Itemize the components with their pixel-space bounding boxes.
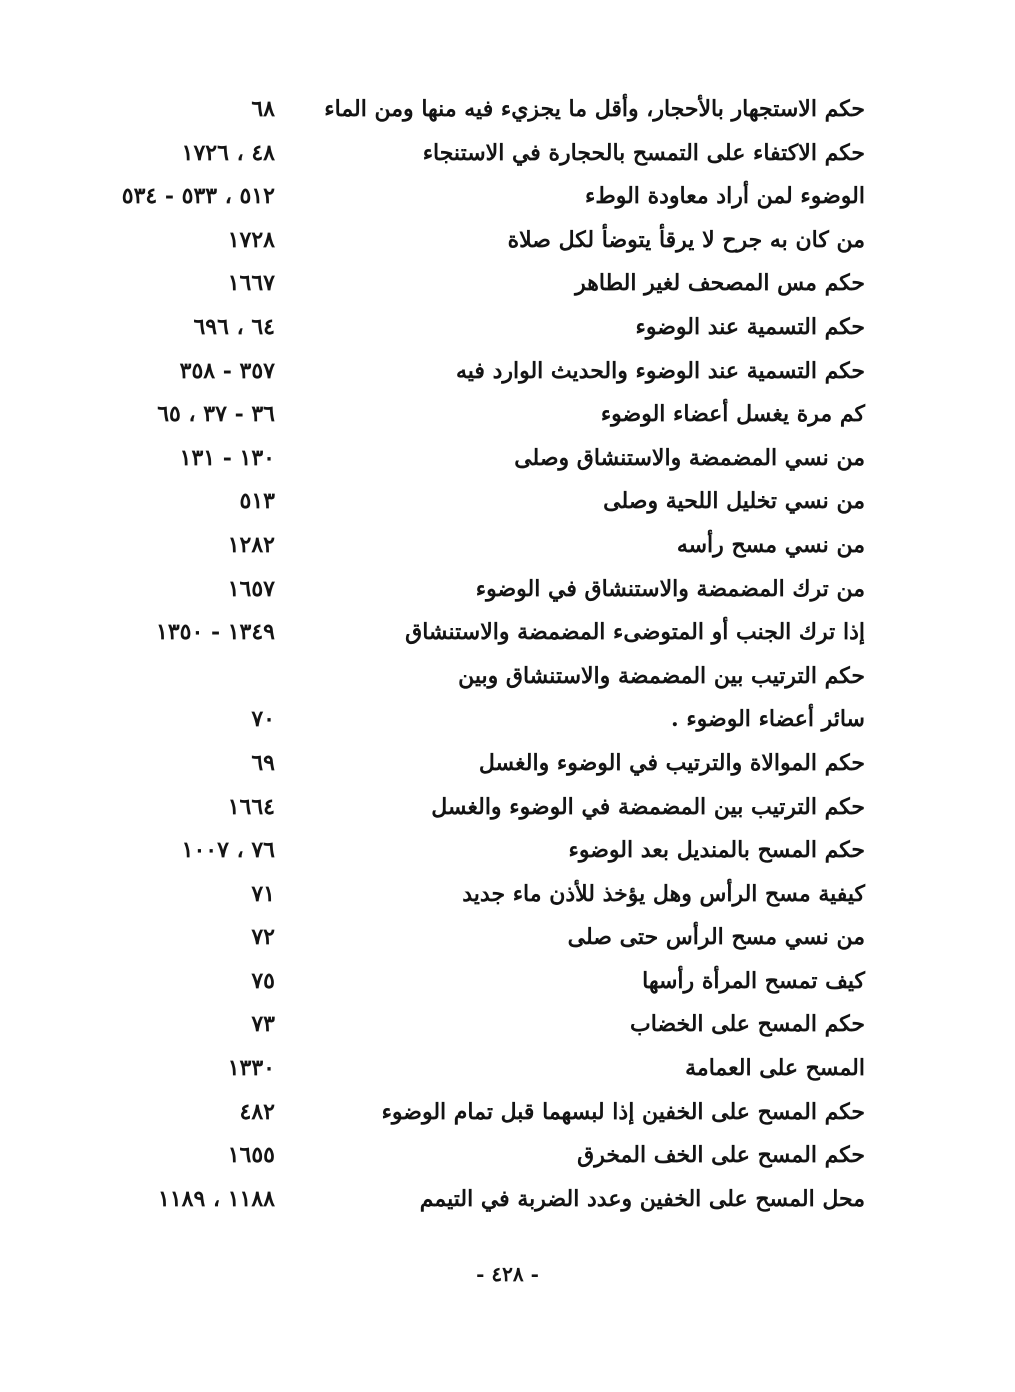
index-entry [150, 354, 865, 398]
index-entry [150, 266, 865, 310]
index-entry [150, 746, 865, 790]
index-entry [150, 1182, 865, 1226]
entry-pages: ١٣٠ - ١٣١ [179, 444, 275, 471]
entry-topic: حكم التسمية عند الوضوء [635, 313, 865, 340]
index-entry [150, 528, 865, 572]
index-entry [150, 1138, 865, 1182]
index-entry [150, 920, 865, 964]
entry-pages: ٦٨ [251, 96, 275, 122]
index-entry [150, 310, 865, 354]
index-entry [150, 136, 865, 180]
entry-pages: ٥١٣ [239, 488, 275, 515]
entry-topic: كيفية مسح الرأس وهل يؤخذ للأذن ماء جديد [462, 880, 865, 907]
entry-pages: ١٦٥٥ [227, 1142, 275, 1169]
index-entry [150, 877, 865, 921]
entry-pages: ٧٣ [251, 1011, 275, 1038]
index-entry [150, 397, 865, 441]
entry-topic: سائر أعضاء الوضوء . [671, 706, 865, 733]
entry-topic: من ترك المضمضة والاستنشاق في الوضوء [475, 575, 865, 602]
index-entry [150, 1095, 865, 1139]
page-number: - ٤٢٨ - [476, 1262, 539, 1286]
index-list [121, 92, 865, 1225]
entry-pages: ٣٥٧ - ٣٥٨ [179, 357, 275, 384]
index-entry [150, 1007, 865, 1051]
entry-topic: من كان به جرح لا يرقأ يتوضأ لكل صلاة [507, 226, 865, 253]
entry-topic: حكم المسح بالمنديل بعد الوضوء [568, 837, 865, 864]
entry-pages: ١٦٦٧ [227, 270, 275, 297]
entry-topic: حكم الموالاة والترتيب في الوضوء والغسل [478, 749, 865, 776]
entry-topic: من نسي مسح الرأس حتى صلى [567, 924, 865, 951]
index-entry [150, 441, 865, 485]
entry-pages: ٦٩ [251, 749, 275, 776]
entry-topic: حكم المسح على الخف المخرق [577, 1142, 865, 1169]
entry-topic: كم مرة يغسل أعضاء الوضوء [600, 401, 865, 428]
entry-pages: ٤٨ ، ١٧٢٦ [181, 139, 275, 166]
entry-pages: ١٦٥٧ [227, 575, 275, 602]
entry-pages: ٥١٢ ، ٥٣٣ - ٥٣٤ [121, 183, 275, 210]
index-entry [150, 1051, 865, 1095]
entry-topic: حكم المسح على الخضاب [630, 1011, 865, 1038]
index-entry [150, 615, 865, 659]
entry-pages: ٦٤ ، ٦٩٦ [193, 313, 275, 340]
entry-pages: ٧٢ [251, 924, 275, 951]
entry-topic: حكم المسح على الخفين إذا لبسهما قبل تمام الوضوء [381, 1098, 865, 1125]
entry-pages: ١٦٦٤ [227, 793, 275, 820]
entry-pages: ٧٥ [251, 967, 275, 994]
entry-topic: من نسي المضمضة والاستنشاق وصلى [514, 444, 865, 471]
entry-pages: ١٧٢٨ [227, 226, 275, 253]
index-entry [150, 833, 865, 877]
entry-topic: حكم الترتيب بين المضمضة في الوضوء والغسل [431, 793, 865, 820]
entry-topic: المسح على العمامة [685, 1055, 865, 1082]
entry-topic: حكم التسمية عند الوضوء والحديث الوارد فيه [455, 357, 865, 384]
index-entry [150, 484, 865, 528]
entry-topic: حكم مس المصحف لغير الطاهر [575, 270, 865, 297]
entry-pages: ٤٨٢ [239, 1098, 275, 1125]
entry-topic: حكم الاستجهار بالأحجار، وأقل ما يجزيء فيه منها ومن الماء [324, 96, 865, 122]
entry-topic: إذا ترك الجنب أو المتوضىء المضمضة والاستنشاق [405, 619, 865, 646]
index-entry [150, 702, 865, 746]
index-entry [150, 572, 865, 616]
index-entry [150, 92, 865, 136]
entry-pages: ١٣٣٠ [227, 1055, 275, 1082]
entry-topic: من نسي مسح رأسه [676, 531, 865, 558]
entry-pages: ٧١ [251, 880, 275, 907]
entry-pages: ٧٦ ، ١٠٠٧ [181, 837, 275, 864]
entry-pages: ١١٨٨ ، ١١٨٩ [158, 1185, 275, 1212]
entry-pages: ٣٦ - ٣٧ ، ٦٥ [157, 401, 275, 428]
entry-pages: ١٢٨٢ [227, 531, 275, 558]
entry-pages: ٧٠ [251, 706, 275, 733]
entry-pages: ١٣٤٩ - ١٣٥٠ [156, 619, 275, 646]
entry-topic: الوضوء لمن أراد معاودة الوطء [585, 183, 865, 210]
entry-topic: من نسي تخليل اللحية وصلى [603, 488, 865, 515]
index-entry [121, 179, 865, 223]
index-entry [150, 790, 865, 834]
index-entry [150, 659, 865, 703]
entry-topic: كيف تمسح المرأة رأسها [642, 967, 865, 994]
index-entry [150, 223, 865, 267]
entry-topic: حكم الاكتفاء على التمسح بالحجارة في الاستنجاء [422, 139, 865, 166]
entry-topic: حكم الترتيب بين المضمضة والاستنشاق وبين [458, 662, 865, 689]
index-entry [150, 964, 865, 1008]
entry-topic: محل المسح على الخفين وعدد الضربة في التيمم [419, 1185, 865, 1212]
